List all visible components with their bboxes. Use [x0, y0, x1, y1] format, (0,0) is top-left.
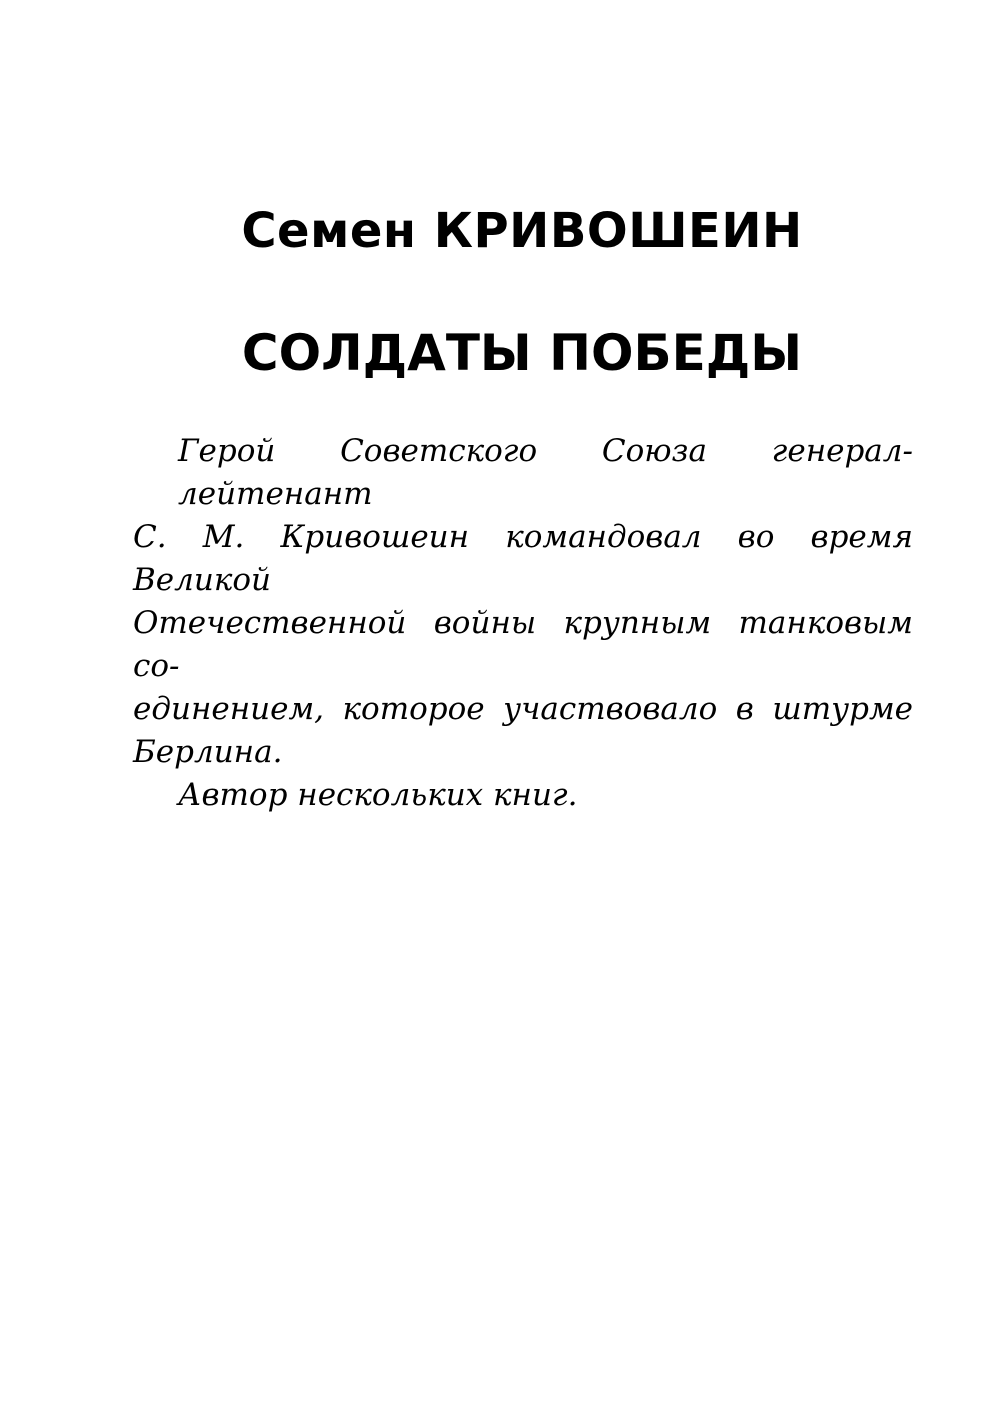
annotation [133, 430, 913, 817]
annotation-line: Отечественной войны крупным танковым со- [133, 605, 913, 684]
book-title: СОЛДАТЫ ПОБЕДЫ [241, 324, 803, 382]
author-name: Семен КРИВОШЕИН [241, 203, 803, 259]
annotation-line: Берлина. [133, 734, 283, 770]
annotation-line: единением, которое участвовало в штурме [133, 691, 913, 727]
annotation-paragraph-2: Автор нескольких книг. [178, 777, 578, 813]
annotation-line: Герой Советского Союза генерал-лейтенант [178, 433, 913, 512]
annotation-line: С. М. Кривошеин командовал во время Великой [133, 519, 913, 598]
annotation-paragraph-1 [133, 430, 913, 774]
